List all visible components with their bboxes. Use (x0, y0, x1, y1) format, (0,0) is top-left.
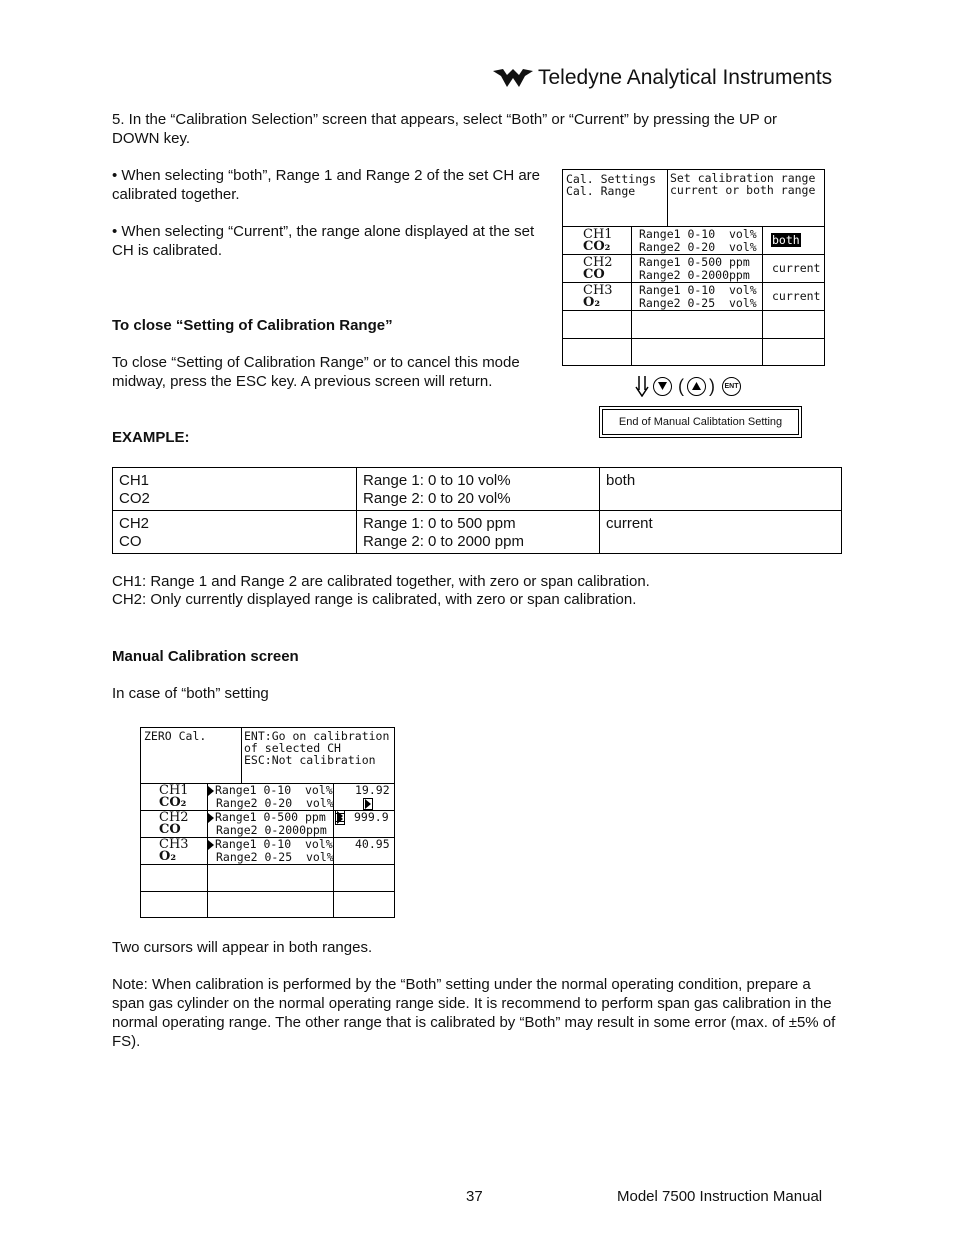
teledyne-logo-icon (492, 67, 534, 89)
cursor-arrow-icon (208, 840, 214, 850)
example-range1-line: Range 1: 0 to 10 vol% (363, 472, 511, 489)
cursor-box-icon (363, 798, 373, 810)
end-calibration-box (599, 406, 802, 438)
screen1-ch2-label: CH2 (583, 255, 613, 270)
down-key-icon[interactable] (653, 377, 672, 396)
table-row (113, 511, 842, 554)
screen2-msg-line3: ESC:Not calibration (244, 753, 376, 767)
zero-cal-screen (140, 727, 395, 918)
example-range-cell (357, 511, 600, 554)
example-range-cell (357, 468, 600, 511)
key-sequence (634, 375, 741, 397)
screen1-ch3-gas: O₂ (583, 295, 601, 310)
screen2-ch3-value: 40.95 (355, 837, 390, 851)
manual-cal-subheading: In case of “both” setting (112, 685, 269, 702)
cursor-box-icon (335, 813, 345, 825)
step-5-text: 5. In the “Calibration Selection” screen that appears, select “Both” or “Current” by pressing the UP or DOWN key. (112, 111, 778, 147)
screen2-ch1-range2: Range2 0-20 vol% (216, 796, 334, 810)
example-ch-cell (113, 468, 357, 511)
screen2-msg-line1: ENT:Go on calibration (244, 729, 390, 743)
screen2-ch1-label: CH1 (159, 783, 189, 798)
screen1-ch1-range1: Range1 0-10 vol% (639, 227, 757, 241)
open-paren: ( (678, 375, 684, 396)
screen1-title-line1: Cal. Settings (566, 172, 657, 186)
header-title: Teledyne Analytical Instruments (538, 66, 833, 89)
page-header (492, 64, 832, 92)
screen2-ch2-range1: Range1 0-500 ppm (215, 810, 326, 824)
example-range2-line: Range 2: 0 to 20 vol% (363, 490, 511, 507)
example-ch-line: CH1 (119, 472, 150, 489)
screen1-msg-line1: Set calibration range (670, 171, 816, 185)
screen2-ch2-range2: Range2 0-2000ppm (216, 823, 327, 837)
bullet-current-text: • When selecting “Current”, the range alone displayed at the set CH is calibrated. (112, 223, 535, 259)
example-gas-line: CO2 (119, 490, 150, 507)
example-selection-cell: both (600, 468, 842, 511)
screen2-msg-line2: of selected CH (244, 741, 341, 755)
screen2-ch1-value: 19.92 (355, 783, 390, 797)
example-note-ch2: CH2: Only currently displayed range is calibrated, with zero or span calibration. (112, 591, 637, 608)
example-ch-cell (113, 511, 357, 554)
manual-title: Model 7500 Instruction Manual (617, 1188, 823, 1205)
manual-cal-heading: Manual Calibration screen (112, 648, 299, 665)
screen1-title-line2: Cal. Range (566, 184, 636, 198)
screen1-ch1-select[interactable] (771, 234, 801, 247)
screen1-ch1-range2: Range2 0-20 vol% (639, 240, 757, 254)
screen1-ch3-label: CH3 (583, 283, 613, 298)
cursor-note: Two cursors will appear in both ranges. (112, 939, 373, 956)
page-number: 37 (466, 1188, 483, 1205)
screen2-ch2-gas: CO (159, 822, 181, 837)
screen1-ch1-label: CH1 (583, 227, 613, 242)
screen1-msg-line2: current or both range (670, 183, 816, 197)
arrow-down-icon (634, 375, 650, 397)
cal-settings-screen (562, 169, 825, 366)
screen2-title: ZERO Cal. (144, 729, 207, 743)
screen1-ch1-select-value: both (772, 233, 800, 247)
screen2-ch3-gas: O₂ (159, 849, 177, 864)
screen2-ch3-label: CH3 (159, 837, 189, 852)
screen2-ch1-range1: Range1 0-10 vol% (215, 783, 333, 797)
screen1-ch3-range2: Range2 0-25 vol% (639, 296, 757, 310)
close-section-body: To close “Setting of Calibration Range” or to cancel this mode midway, press the ESC key. A previous screen will return. (112, 354, 520, 390)
screen1-ch2-range2: Range2 0-2000ppm (639, 268, 750, 282)
screen1-ch3-range1: Range1 0-10 vol% (639, 283, 757, 297)
screen2-ch1-gas: CO₂ (159, 795, 187, 810)
table-row (113, 468, 842, 511)
bullet-both-text: • When selecting “both”, Range 1 and Range 2 of the set CH are calibrated together. (112, 167, 540, 203)
example-gas-line: CO (119, 533, 142, 550)
screen1-ch2-select[interactable]: current (772, 261, 821, 275)
end-calibration-label: End of Manual Calibtation Setting (602, 409, 799, 435)
screen1-ch2-range1: Range1 0-500 ppm (639, 255, 750, 269)
example-range1-line: Range 1: 0 to 500 ppm (363, 515, 516, 532)
cursor-arrow-icon (208, 786, 214, 796)
example-heading: EXAMPLE: (112, 429, 190, 446)
screen2-ch3-range2: Range2 0-25 vol% (216, 850, 334, 864)
screen1-ch3-select[interactable]: current (772, 289, 821, 303)
close-section-heading: To close “Setting of Calibration Range” (112, 317, 393, 334)
screen1-ch2-gas: CO (583, 267, 605, 282)
example-selection-cell: current (600, 511, 842, 554)
up-key-icon[interactable] (687, 377, 706, 396)
close-paren: ) (709, 375, 715, 396)
cursor-arrow-icon (208, 813, 214, 823)
example-note-ch1: CH1: Range 1 and Range 2 are calibrated together, with zero or span calibration. (112, 573, 650, 590)
screen2-ch2-label: CH2 (159, 810, 189, 825)
example-table (112, 467, 842, 554)
example-range2-line: Range 2: 0 to 2000 ppm (363, 533, 524, 550)
screen1-ch1-gas: CO₂ (583, 239, 611, 254)
ent-key-icon[interactable]: ENT (722, 377, 741, 396)
calibration-note: Note: When calibration is performed by the “Both” setting under the normal operating condition, prepare a span gas cylinder on the normal operating range side. It is recommend to perform span gas calibration in the normal operating range. The other range that is calibrated by “Both” may result in some error (max. of ±5% of FS). (112, 976, 836, 1050)
screen2-ch2-value: 999.9 (354, 810, 389, 824)
example-ch-line: CH2 (119, 515, 150, 532)
screen2-ch3-range1: Range1 0-10 vol% (215, 837, 333, 851)
